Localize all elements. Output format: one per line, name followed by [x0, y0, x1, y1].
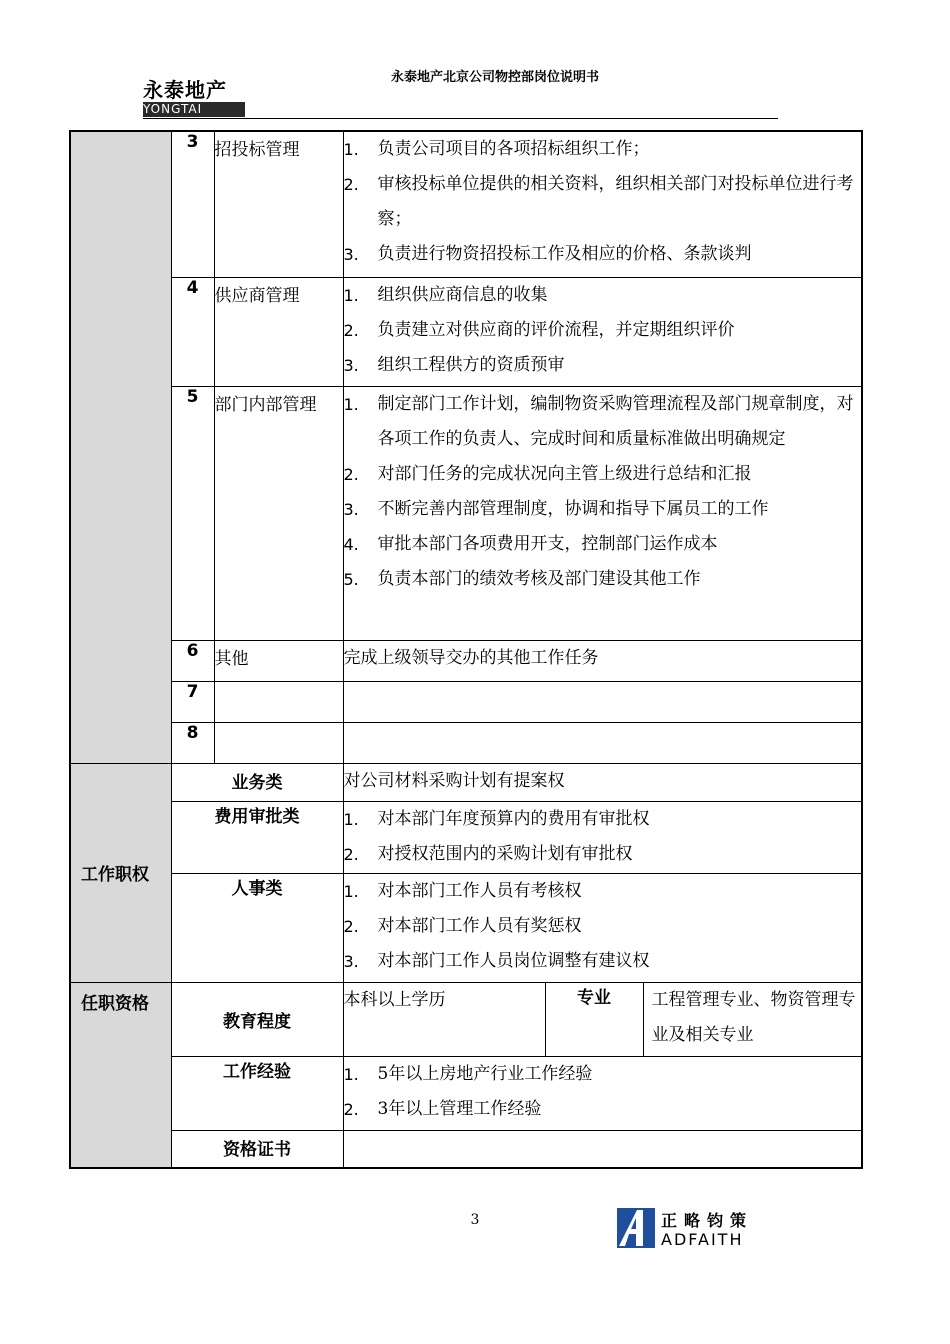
qualification-side-cell	[70, 982, 171, 1168]
authority-category: 人事类	[171, 873, 343, 982]
duty-description	[343, 722, 862, 763]
list-item: 1. 制定部门工作计划，编制物资采购管理流程及部门规章制度，对各项工作的负责人、完成时间和质量标准做出明确规定	[343, 393, 854, 449]
yongtai-logo	[143, 80, 245, 118]
duty-row	[70, 131, 862, 277]
duty-area: 其他	[214, 640, 343, 681]
list-item: 3. 组织工程供方的资质预审	[343, 354, 565, 375]
list-item: 3. 负责进行物资招投标工作及相应的价格、条款谈判	[343, 244, 752, 264]
document-header-title: 永泰地产北京公司物控部岗位说明书	[390, 70, 599, 85]
list-item: 1. 组织供应商信息的收集	[343, 284, 548, 305]
authority-description: 对公司材料采购计划有提案权	[343, 763, 862, 801]
authority-category: 费用审批类	[171, 801, 343, 873]
yongtai-logo-en: YONGTAI	[143, 102, 245, 117]
list-item: 1. 对本部门年度预算内的费用有审批权	[343, 808, 650, 829]
duty-row	[70, 722, 862, 763]
qualification-row	[70, 1056, 862, 1130]
duty-description	[343, 131, 862, 277]
list-item: 1. 5年以上房地产行业工作经验	[343, 1063, 593, 1084]
list-item: 1. 对本部门工作人员有考核权	[343, 880, 582, 901]
certificate-label: 资格证书	[171, 1130, 343, 1168]
experience-label: 工作经验	[171, 1056, 343, 1130]
qualification-label: 任职资格	[81, 993, 149, 1014]
duty-area	[214, 722, 343, 763]
major-value: 工程管理专业、物资管理专业及相关专业	[643, 982, 862, 1056]
list-item: 3. 对本部门工作人员岗位调整有建议权	[343, 950, 650, 971]
duty-description	[343, 386, 862, 640]
list-item: 1. 负责公司项目的各项招标组织工作；	[343, 139, 650, 159]
adfaith-logo-en: ADFAITH	[661, 1230, 744, 1249]
major-label: 专业	[545, 982, 643, 1056]
duties-side-cell	[70, 131, 171, 763]
duty-number: 5	[171, 386, 214, 640]
duty-description	[343, 681, 862, 722]
list-item: 2. 对授权范围内的采购计划有审批权	[343, 843, 633, 864]
qualification-row	[70, 1130, 862, 1168]
certificate-value	[343, 1130, 862, 1168]
duty-description: 完成上级领导交办的其他工作任务	[343, 640, 862, 681]
authority-side-cell	[70, 763, 171, 982]
list-item: 3. 不断完善内部管理制度，协调和指导下属员工的工作	[343, 498, 769, 519]
list-item: 2. 对本部门工作人员有奖惩权	[343, 915, 582, 936]
duty-number: 7	[171, 681, 214, 722]
job-description-table	[69, 130, 863, 1169]
page-number: 3	[470, 1212, 480, 1228]
duty-row	[70, 386, 862, 640]
duty-area: 招投标管理	[214, 131, 343, 277]
duty-description	[343, 277, 862, 386]
duty-area: 供应商管理	[214, 277, 343, 386]
list-item: 5. 负责本部门的绩效考核及部门建设其他工作	[343, 568, 701, 589]
list-item: 2. 对部门任务的完成状况向主管上级进行总结和汇报	[343, 463, 752, 484]
list-item: 2. 负责建立对供应商的评价流程，并定期组织评价	[343, 319, 735, 340]
adfaith-logo	[617, 1208, 757, 1250]
authority-row	[70, 763, 862, 801]
duty-number: 3	[171, 131, 214, 277]
yongtai-logo-cn: 永泰地产	[143, 78, 227, 102]
duty-row	[70, 277, 862, 386]
authority-label: 工作职权	[81, 865, 149, 885]
education-value: 本科以上学历	[343, 982, 545, 1056]
adfaith-mark-icon	[617, 1208, 655, 1248]
duty-row	[70, 681, 862, 722]
header-rule	[143, 118, 778, 119]
list-item: 4. 审批本部门各项费用开支，控制部门运作成本	[343, 533, 718, 554]
authority-category: 业务类	[171, 763, 343, 801]
duty-number: 4	[171, 277, 214, 386]
experience-value	[343, 1056, 862, 1130]
duty-number: 6	[171, 640, 214, 681]
qualification-row	[70, 982, 862, 1056]
duty-number: 8	[171, 722, 214, 763]
authority-row	[70, 873, 862, 982]
education-label: 教育程度	[171, 982, 343, 1056]
authority-description	[343, 873, 862, 982]
adfaith-logo-cn: 正略钧策	[661, 1211, 754, 1230]
list-item: 2. 审核投标单位提供的相关资料，组织相关部门对投标单位进行考察；	[343, 174, 854, 229]
authority-description	[343, 801, 862, 873]
authority-row	[70, 801, 862, 873]
duty-row	[70, 640, 862, 681]
duty-area	[214, 681, 343, 722]
duty-area: 部门内部管理	[214, 386, 343, 640]
list-item: 2. 3年以上管理工作经验	[343, 1098, 542, 1119]
